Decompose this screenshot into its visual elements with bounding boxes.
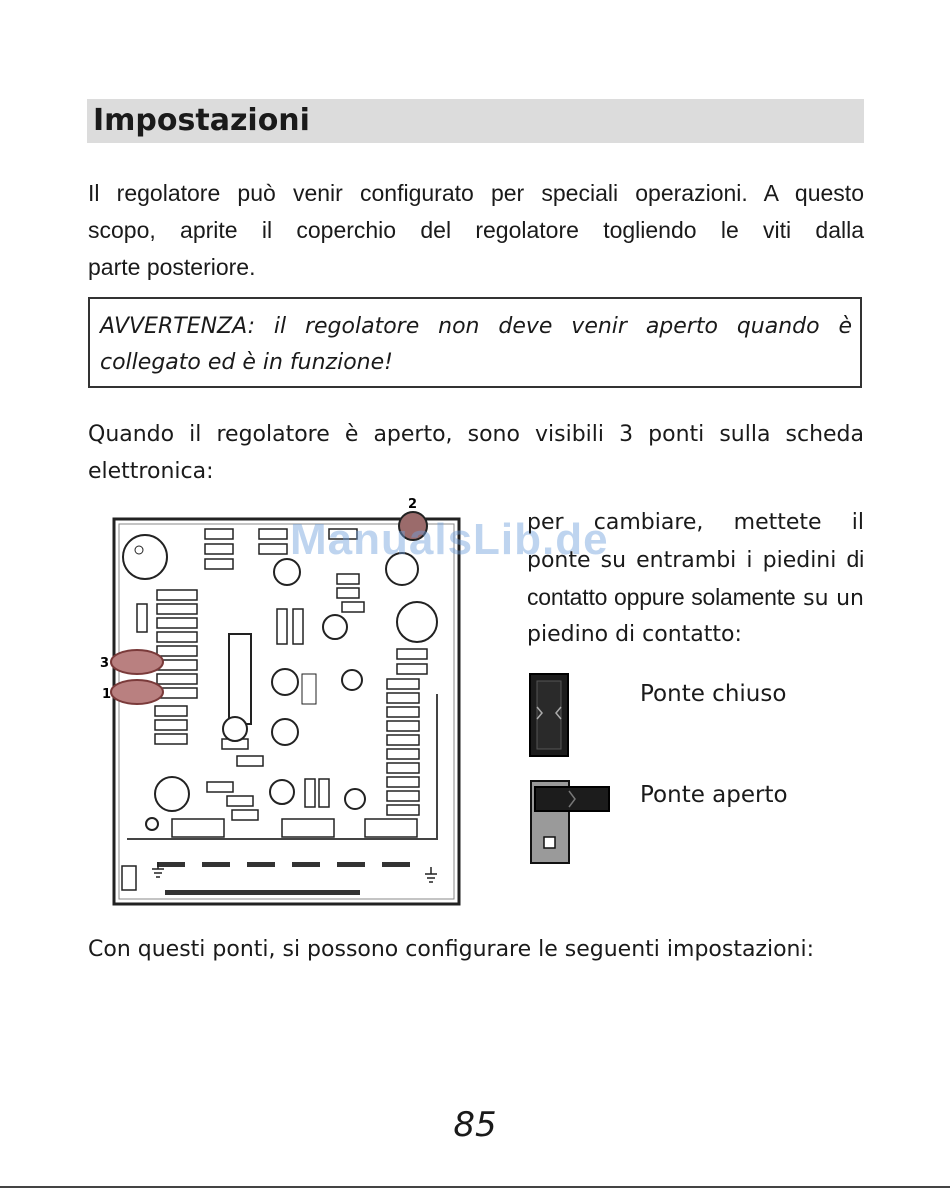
marker-label-1: 1	[102, 687, 112, 702]
section-heading-bar	[87, 99, 864, 143]
side-text-part2: di contatto oppure solamente	[527, 546, 864, 610]
page-number: 85	[453, 1105, 497, 1145]
warning-text-block	[100, 309, 852, 381]
manualslib-watermark: ManualsLib.de	[290, 515, 609, 564]
side-text-part1: per cambiare, mettete il ponte su entrambi i piedini	[527, 510, 864, 573]
intro-line-3: parte posteriore.	[88, 254, 256, 280]
circuit-board-diagram	[97, 494, 462, 909]
intro-line-2: scopo, aprite il coperchio del regolatore togliendo le viti dalla	[88, 217, 864, 243]
bottom-rule	[0, 1186, 950, 1188]
warning-text: il regolatore non deve venir aperto quando è collegato ed è in funzione!	[100, 314, 852, 375]
intro-line-1: Il regolatore può venir configurato per speciali operazioni. A questo	[88, 180, 864, 206]
marker-label-2: 2	[408, 497, 418, 512]
open-jumper-icon	[529, 779, 611, 865]
marker-label-3: 3	[100, 656, 110, 671]
jumper-3-marker	[111, 650, 163, 674]
closed-jumper-label: Ponte chiuso	[640, 681, 787, 707]
warning-label: AVVERTENZA:	[100, 314, 255, 339]
final-paragraph: Con questi ponti, si possono configurare le seguenti impostazioni:	[88, 937, 815, 962]
side-paragraph	[527, 505, 864, 653]
closed-jumper-icon	[529, 673, 569, 757]
jumper-2-marker	[399, 512, 427, 540]
intro-paragraph	[88, 175, 864, 286]
warning-box	[88, 297, 862, 388]
jumper-1-marker	[111, 680, 163, 704]
open-jumper-label: Ponte aperto	[640, 782, 788, 808]
open-paragraph: Quando il regolatore è aperto, sono visibili 3 ponti sulla scheda elettronica:	[88, 422, 864, 484]
side-text-part3: su un piedino di contatto:	[527, 586, 864, 647]
section-heading: Impostazioni	[93, 103, 310, 138]
